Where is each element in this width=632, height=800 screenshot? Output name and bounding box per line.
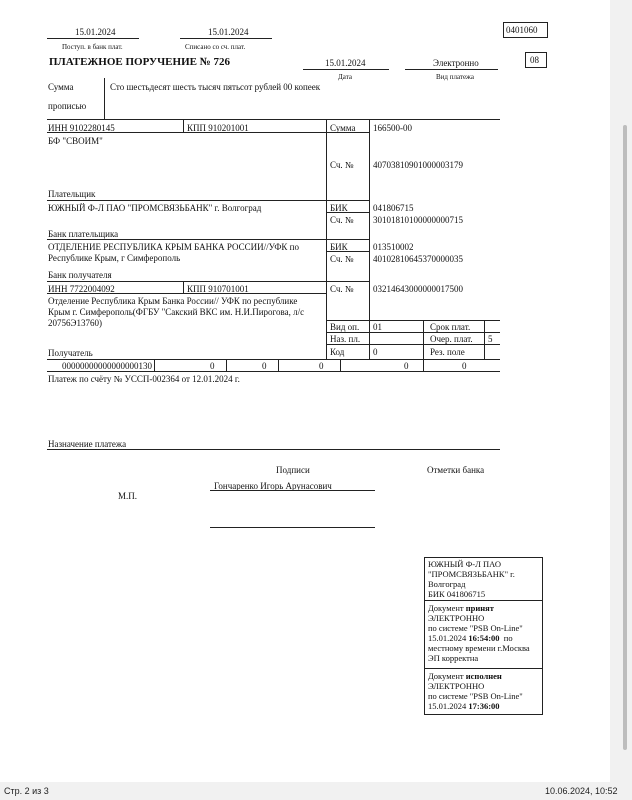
payee-name-3: 20756Э13760) xyxy=(48,318,102,328)
stamp-bank-line-4: БИК 041806715 xyxy=(428,589,486,599)
accepted-word: принят xyxy=(465,603,494,613)
payer-bank-label: Банк плательщика xyxy=(48,229,119,239)
payee-bank-name-2: Республике Крым, г Симферополь xyxy=(48,253,181,263)
amount-words-label-2: прописью xyxy=(48,101,87,111)
payer-account: 40703810901000003179 xyxy=(373,160,463,170)
status-code: 08 xyxy=(530,55,539,65)
stamp-bank-line-1: ЮЖНЫЙ Ф-Л ПАО xyxy=(428,559,502,569)
payer-bank-account-label: Сч. № xyxy=(330,215,354,225)
accepted-date: 15.01.2024 xyxy=(428,633,469,643)
print-timestamp: 10.06.2024, 10:52 xyxy=(545,786,618,796)
label-debited: Списано со сч. плат. xyxy=(185,43,246,51)
kbk: 00000000000000000130 xyxy=(62,361,152,371)
executed-line-3: по системе "PSB On-Line" xyxy=(428,691,523,701)
document-date: 15.01.2024 xyxy=(325,58,366,68)
signer-name: Гончаренко Игорь Арунасович xyxy=(214,481,332,491)
stamp-bank-line-2: "ПРОМСВЯЗЬБАНК" г. xyxy=(428,569,515,579)
label-received: Поступ. в банк плат. xyxy=(62,43,123,51)
bank-stamp-executed xyxy=(428,671,523,711)
executed-line-2: ЭЛЕКТРОННО xyxy=(428,681,485,691)
payee-bank-account: 40102810645370000035 xyxy=(373,254,463,264)
date-label: Дата xyxy=(338,73,352,81)
rez-label: Рез. поле xyxy=(430,347,465,357)
payer-bik: 041806715 xyxy=(373,203,414,213)
vid-op-label: Вид оп. xyxy=(330,322,360,332)
scrollbar-thumb[interactable] xyxy=(623,125,627,750)
amount-words: Сто шестьдесят шесть тысяч пятьсот рублей 00 копеек xyxy=(110,82,321,92)
document-title: ПЛАТЕЖНОЕ ПОРУЧЕНИЕ № 726 xyxy=(49,56,231,68)
executed-time: 17:36:00 xyxy=(468,701,500,711)
tax-field-3: 0 xyxy=(319,361,324,371)
payment-type-label: Вид платежа xyxy=(436,73,475,81)
mp-label: М.П. xyxy=(118,491,138,501)
payer-inn: ИНН 9102280145 xyxy=(48,123,115,133)
payer-bik-label: БИК xyxy=(330,203,348,213)
bank-marks-label: Отметки банка xyxy=(427,465,485,475)
amount-value: 166500-00 xyxy=(373,123,412,133)
payee-account: 03214643000000017500 xyxy=(373,284,463,294)
payee-label: Получатель xyxy=(48,348,93,358)
kod-label: Код xyxy=(330,347,345,357)
payee-bik: 013510002 xyxy=(373,242,414,252)
accepted-line-5: местному времени г.Москва xyxy=(428,643,530,653)
accepted-line-6: ЭП корректна xyxy=(428,653,479,663)
payee-kpp: КПП 910701001 xyxy=(187,284,249,294)
purpose-text: Платеж по счёту № УССП-002364 от 12.01.2024 г. xyxy=(48,374,240,384)
executed-prefix: Документ xyxy=(428,671,466,681)
accepted-line-2: ЭЛЕКТРОННО xyxy=(428,613,485,623)
naz-pl-label: Наз. пл. xyxy=(330,334,361,344)
payee-bik-label: БИК xyxy=(330,242,348,252)
ocher-label: Очер. плат. xyxy=(430,334,473,344)
stamp-bank-line-3: Волгоград xyxy=(428,579,466,589)
payer-kpp: КПП 910201001 xyxy=(187,123,249,133)
bank-stamp-accepted xyxy=(428,603,530,663)
payee-bank-label: Банк получателя xyxy=(48,270,112,280)
form-code: 0401060 xyxy=(506,25,538,35)
tax-field-5: 0 xyxy=(462,361,467,371)
payer-label: Плательщик xyxy=(48,189,96,199)
page-counter: Стр. 2 из 3 xyxy=(4,786,49,796)
executed-date: 15.01.2024 xyxy=(428,701,469,711)
accepted-time: 16:54:00 xyxy=(468,633,500,643)
tax-field-1: 0 xyxy=(210,361,215,371)
payee-name-1: Отделение Республика Крым Банка России// УФК по республике xyxy=(48,296,298,306)
payee-inn: ИНН 7722004092 xyxy=(48,284,115,294)
payer-account-label: Сч. № xyxy=(330,160,354,170)
srok-label: Срок плат. xyxy=(430,322,471,332)
payee-bank-name-1: ОТДЕЛЕНИЕ РЕСПУБЛИКА КРЫМ БАНКА РОССИИ//УФК по xyxy=(48,242,299,252)
payer-bank-name: ЮЖНЫЙ Ф-Л ПАО "ПРОМСВЯЗЬБАНК" г. Волгоград xyxy=(48,203,262,213)
accepted-prefix: Документ xyxy=(428,603,466,613)
payee-name-2: Крым г. Симферополь(ФГБУ "Сакский ВКС им. Н.И.Пирогова, л/с xyxy=(48,307,305,317)
payer-name: БФ "СВОИМ" xyxy=(48,136,103,146)
date-debited: 15.01.2024 xyxy=(208,27,249,37)
tax-field-4: 0 xyxy=(404,361,409,371)
accepted-line-3: по системе "PSB On-Line" xyxy=(428,623,523,633)
payee-account-label: Сч. № xyxy=(330,284,354,294)
signatures-label: Подписи xyxy=(276,465,310,475)
payee-bank-account-label: Сч. № xyxy=(330,254,354,264)
kod-value: 0 xyxy=(373,347,378,357)
accepted-tail: по xyxy=(499,633,513,643)
vid-op: 01 xyxy=(373,322,382,332)
amount-words-label-1: Сумма xyxy=(48,82,74,92)
tax-field-2: 0 xyxy=(262,361,267,371)
purpose-label: Назначение платежа xyxy=(48,439,127,449)
bank-stamp-block1 xyxy=(428,559,515,599)
ocher-value: 5 xyxy=(488,334,493,344)
payment-type: Электронно xyxy=(433,58,479,68)
payer-bank-account: 30101810100000000715 xyxy=(373,215,463,225)
executed-word: исполнен xyxy=(465,671,502,681)
date-received: 15.01.2024 xyxy=(75,27,116,37)
amount-label: Сумма xyxy=(330,123,356,133)
